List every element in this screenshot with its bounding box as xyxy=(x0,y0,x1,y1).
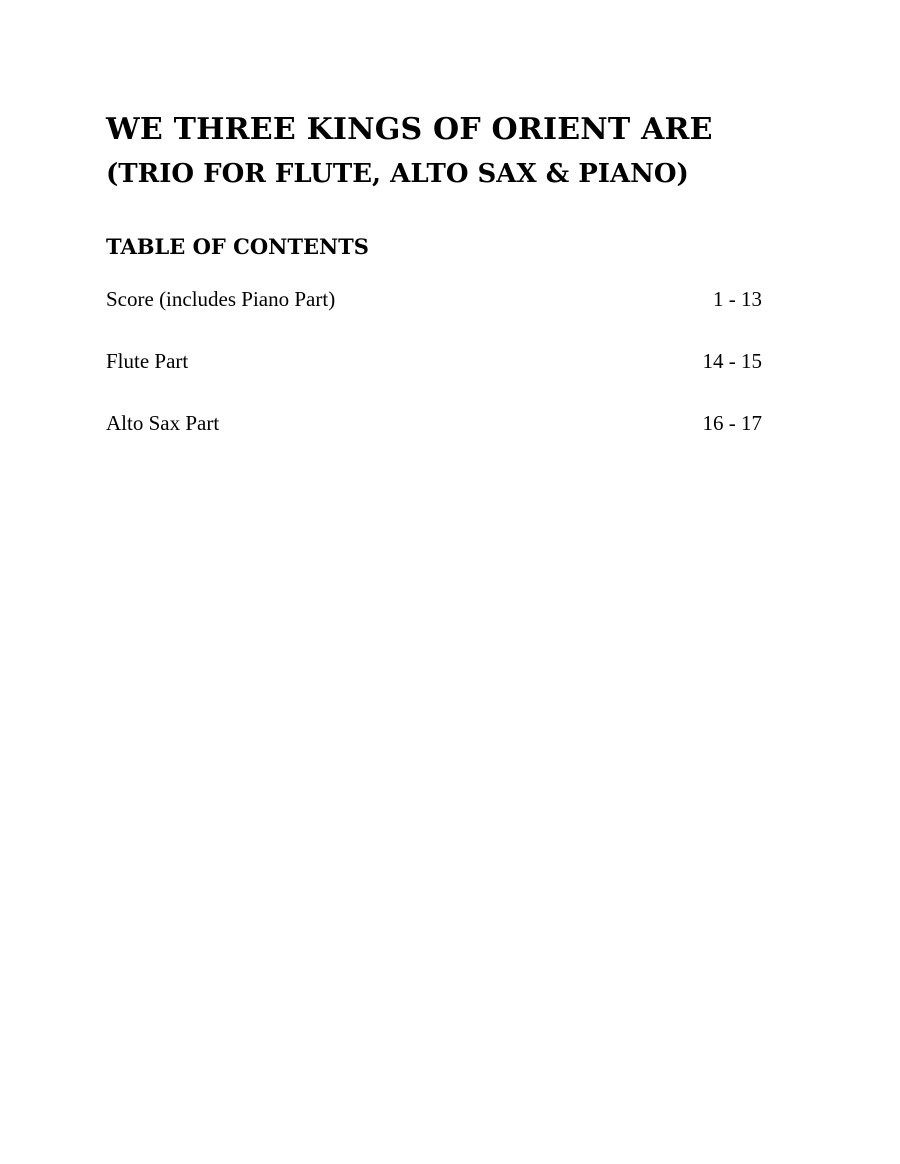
toc-entry-pages: 1 - 13 xyxy=(713,287,762,311)
toc-entry-score xyxy=(106,283,762,345)
toc-entry-label: Score (includes Piano Part) xyxy=(106,287,336,311)
document-subtitle: (TRIO FOR FLUTE, ALTO SAX & PIANO) xyxy=(106,159,689,189)
toc-heading: TABLE OF CONTENTS xyxy=(106,234,369,259)
toc-entry-pages: 14 - 15 xyxy=(702,349,762,373)
toc-entry-pages: 16 - 17 xyxy=(702,411,762,435)
table-of-contents xyxy=(106,283,762,469)
document-title: WE THREE KINGS OF ORIENT ARE xyxy=(106,112,713,147)
toc-entry-label: Alto Sax Part xyxy=(106,411,220,435)
toc-entry-alto-sax-part xyxy=(106,407,762,469)
toc-entry-label: Flute Part xyxy=(106,349,189,373)
toc-entry-flute-part xyxy=(106,345,762,407)
